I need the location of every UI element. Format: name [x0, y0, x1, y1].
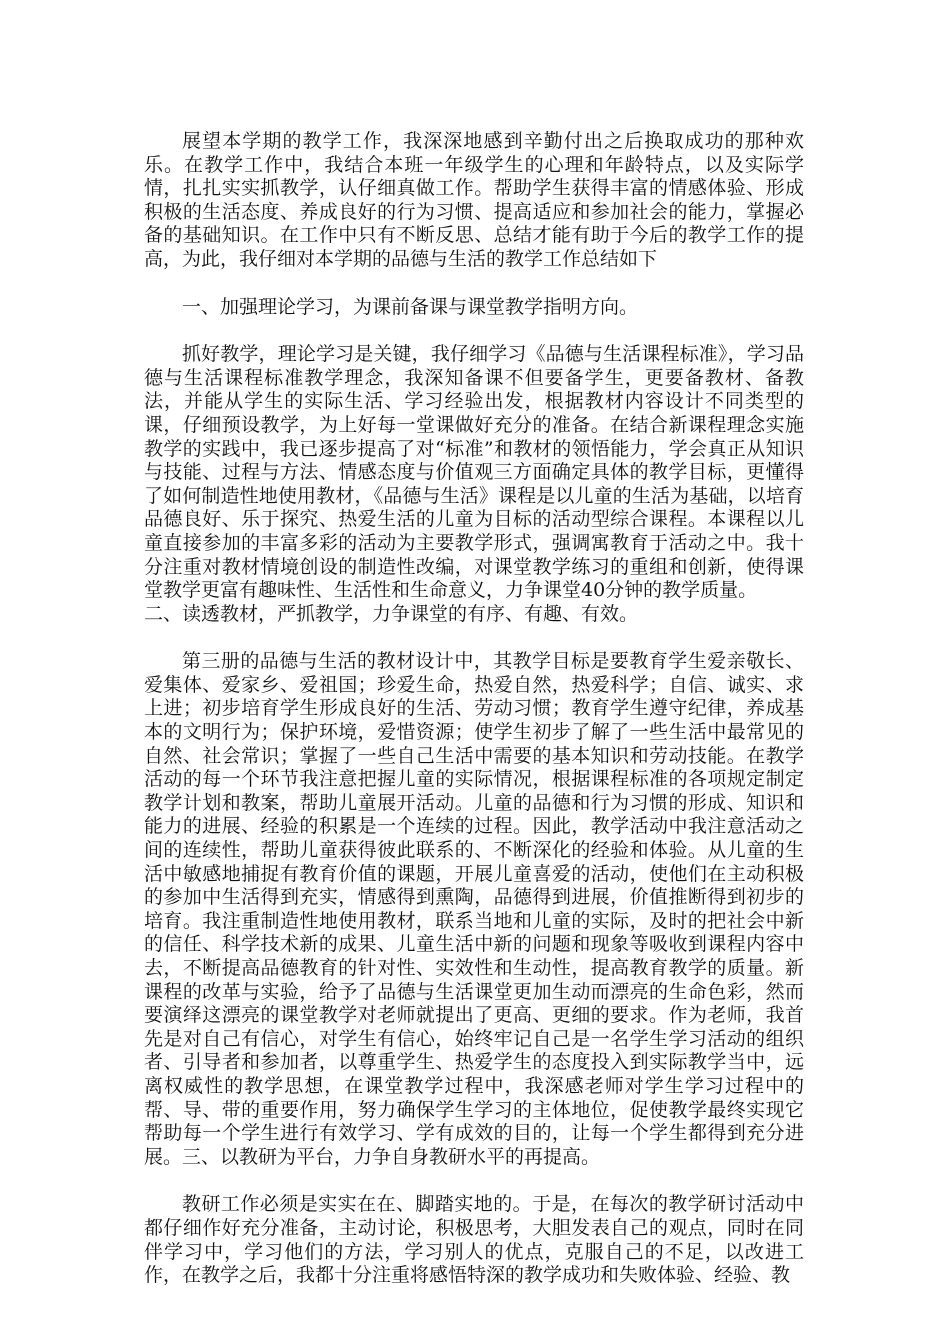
paragraph-intro: 展望本学期的教学工作，我深深地感到辛勤付出之后换取成功的那种欢乐。在教学工作中，我结合本班一年级学生的心理和年龄特点，以及实际学情，扎扎实实抓教学，认仔细真做工作。帮助学生获得丰富的情感体验、形成积极的生活态度、养成良好的行为习惯、提高适应和参加社会的能力，掌握必备的基础知识。在工作中只有不断反思、总结才能有助于今后的教学工作的提高，为此，我仔细对本学期的品德与生活的教学工作总结如下 — [144, 130, 804, 270]
section-heading-1: 一、加强理论学习，为课前备课与课堂教学指明方向。 — [182, 295, 639, 318]
paragraph-teaching-research: 教研工作必须是实实在在、脚踏实地的。于是，在每次的教学研讨活动中都仔细作好充分准备，主动讨论，积极思考，大胆发表自己的观点，同时在同伴学习中，学习他们的方法，学习别人的优点，克服自己的不足，以改进工作，在教学之后，我都十分注重将感悟特深的教学成功和失败体验、经验、教 — [144, 1193, 804, 1287]
paragraph-textbook-design: 第三册的品德与生活的教材设计中，其教学目标是要教育学生爱亲敬长、爱集体、爱家乡、爱祖国；珍爱生命，热爱自然，热爱科学；自信、诚实、求上进；初步培育学生形成良好的生活、劳动习惯；教育学生遵守纪律，养成基本的文明行为；保护环境，爱惜资源；使学生初步了解了一些生活中最常见的自然、社会常识；掌握了一些自己生活中需要的基本知识和劳动技能。在教学活动的每一个环节我注意把握儿童的实际情况，根据课程标准的各项规定制定教学计划和教案，帮助儿童展开活动。儿童的品德和行为习惯的形成、知识和能力的进展、经验的积累是一个连续的过程。因此，教学活动中我注意活动之间的连续性，帮助儿童获得彼此联系的、不断深化的经验和体验。从儿童的生活中敏感地捕捉有教育价值的课题，开展儿童喜爱的活动，使他们在主动积极的参加中生活得到充实，情感得到熏陶，品德得到进展，价值推断得到初步的培育。我注重制造性地使用教材，联系当地和儿童的实际，及时的把社会中新的信任、科学技术新的成果、儿童生活中新的问题和现象等吸收到课程内容中去，不断提高品德教育的针对性、实效性和生动性，提高教育教学的质量。新课程的改革与实验，给予了品德与生活课堂更加生动而漂亮的生命色彩，然而要演绎这漂亮的课堂教学对老师就提出了更高、更细的要求。作为老师，我首先是对自己有信心，对学生有信心，始终牢记自己是一名学生学习活动的组织者、引导者和参加者，以尊重学生、热爱学生的态度投入到实际教学当中，远离权威性的教学思想，在课堂教学过程中，我深感老师对学生学习过程中的帮、导、带的重要作用，努力确保学生学习的主体地位，促使教学最终实现它帮助每一个学生进行有效学习、学有成效的目的，让每一个学生都得到充分进展。三、以教研为平台，力争自身教研水平的再提高。 — [144, 650, 804, 1168]
document-body — [144, 130, 804, 1288]
section-heading-2: 二、读透教材，严抓教学，力争课堂的有序、有趣、有效。 — [144, 602, 639, 625]
paragraph-theory-study: 抓好教学，理论学习是关键，我仔细学习《品德与生活课程标准》，学习品德与生活课程标准教学理念，我深知备课不但要备学生，更要备教材、备教法，并能从学生的实际生活、学习经验出发，根据教材内容设计不同类型的课，仔细预设教学，为上好每一堂课做好充分的准备。在结合新课程理念实施教学的实践中，我已逐步提高了对“标准”和教材的领悟能力，学会真正从知识与技能、过程与方法、情感态度与价值观三方面确定具体的教学目标，更懂得了如何制造性地使用教材，《品德与生活》课程是以儿童的生活为基础，以培育品德良好、乐于探究、热爱生活的儿童为目标的活动型综合课程。本课程以儿童直接参加的丰富多彩的活动为主要教学形式，强调寓教育于活动之中。我十分注重对教材情境创设的制造性改编，对课堂教学练习的重组和创新，使得课堂教学更富有趣味性、生活性和生命意义，力争课堂40分钟的教学质量。 — [144, 343, 804, 602]
